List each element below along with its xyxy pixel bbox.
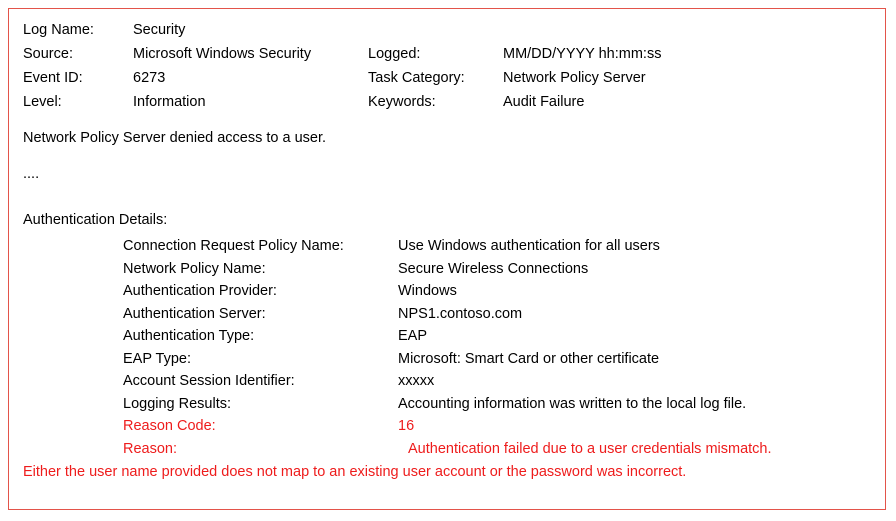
reason-code-key: Reason Code: xyxy=(123,418,216,434)
event-summary-text: Network Policy Server denied access to a user. xyxy=(23,130,327,146)
detail-value: EAP xyxy=(398,328,428,344)
detail-row xyxy=(23,374,869,397)
spacer xyxy=(23,191,869,213)
task-category-label: Task Category: xyxy=(368,70,465,86)
log-name-label: Log Name: xyxy=(23,22,94,38)
logged-value: MM/DD/YYYY hh:mm:ss xyxy=(503,46,662,62)
level-label: Level: xyxy=(23,94,62,110)
keywords-value: Audit Failure xyxy=(503,94,585,110)
event-id-label: Event ID: xyxy=(23,70,83,86)
event-id-value: 6273 xyxy=(133,70,166,86)
detail-key: EAP Type: xyxy=(123,350,191,367)
detail-key: Network Policy Name: xyxy=(123,260,266,277)
detail-value: Use Windows authentication for all users xyxy=(398,238,660,254)
authentication-details-title: Authentication Details: xyxy=(23,212,168,228)
detail-row xyxy=(23,442,869,465)
reason-key: Reason: xyxy=(123,440,178,457)
event-header-block xyxy=(23,23,869,119)
detail-value: Secure Wireless Connections xyxy=(398,260,589,277)
detail-row xyxy=(23,352,869,375)
detail-row xyxy=(23,262,869,285)
detail-value: Accounting information was written to the local log file. xyxy=(398,395,747,412)
event-detail-panel xyxy=(8,8,886,510)
task-category-value: Network Policy Server xyxy=(503,70,646,86)
event-header-row xyxy=(23,23,869,47)
detail-row xyxy=(23,397,869,420)
event-detail-content xyxy=(9,9,885,509)
detail-key: Authentication Provider: xyxy=(123,283,277,299)
event-ellipsis-text: .... xyxy=(23,166,40,182)
detail-value: xxxxx xyxy=(398,373,435,389)
reason-value: Authentication failed due to a user credentials mismatch. xyxy=(408,440,772,457)
detail-key: Account Session Identifier: xyxy=(123,373,295,389)
detail-key: Connection Request Policy Name: xyxy=(123,238,344,254)
detail-value: NPS1.contoso.com xyxy=(398,305,523,322)
logged-label: Logged: xyxy=(368,46,421,62)
detail-row xyxy=(23,307,869,330)
detail-row xyxy=(23,239,869,262)
event-header-row xyxy=(23,95,869,119)
event-header-row xyxy=(23,71,869,95)
log-name-value: Security xyxy=(133,22,186,38)
keywords-label: Keywords: xyxy=(368,94,436,110)
failure-explanation-text: Either the user name provided does not map to an existing user account or the password was incorrect. xyxy=(23,464,687,480)
level-value: Information xyxy=(133,94,206,110)
reason-code-value: 16 xyxy=(398,418,415,434)
detail-key: Logging Results: xyxy=(123,395,232,412)
source-value: Microsoft Windows Security xyxy=(133,46,312,62)
detail-row xyxy=(23,419,869,442)
detail-row xyxy=(23,329,869,352)
detail-key: Authentication Type: xyxy=(123,328,255,344)
detail-value: Windows xyxy=(398,283,457,299)
event-header-row xyxy=(23,47,869,71)
detail-value: Microsoft: Smart Card or other certificate xyxy=(398,350,660,367)
spacer xyxy=(23,155,869,167)
source-label: Source: xyxy=(23,46,73,62)
detail-key: Authentication Server: xyxy=(123,305,266,322)
detail-row xyxy=(23,284,869,307)
